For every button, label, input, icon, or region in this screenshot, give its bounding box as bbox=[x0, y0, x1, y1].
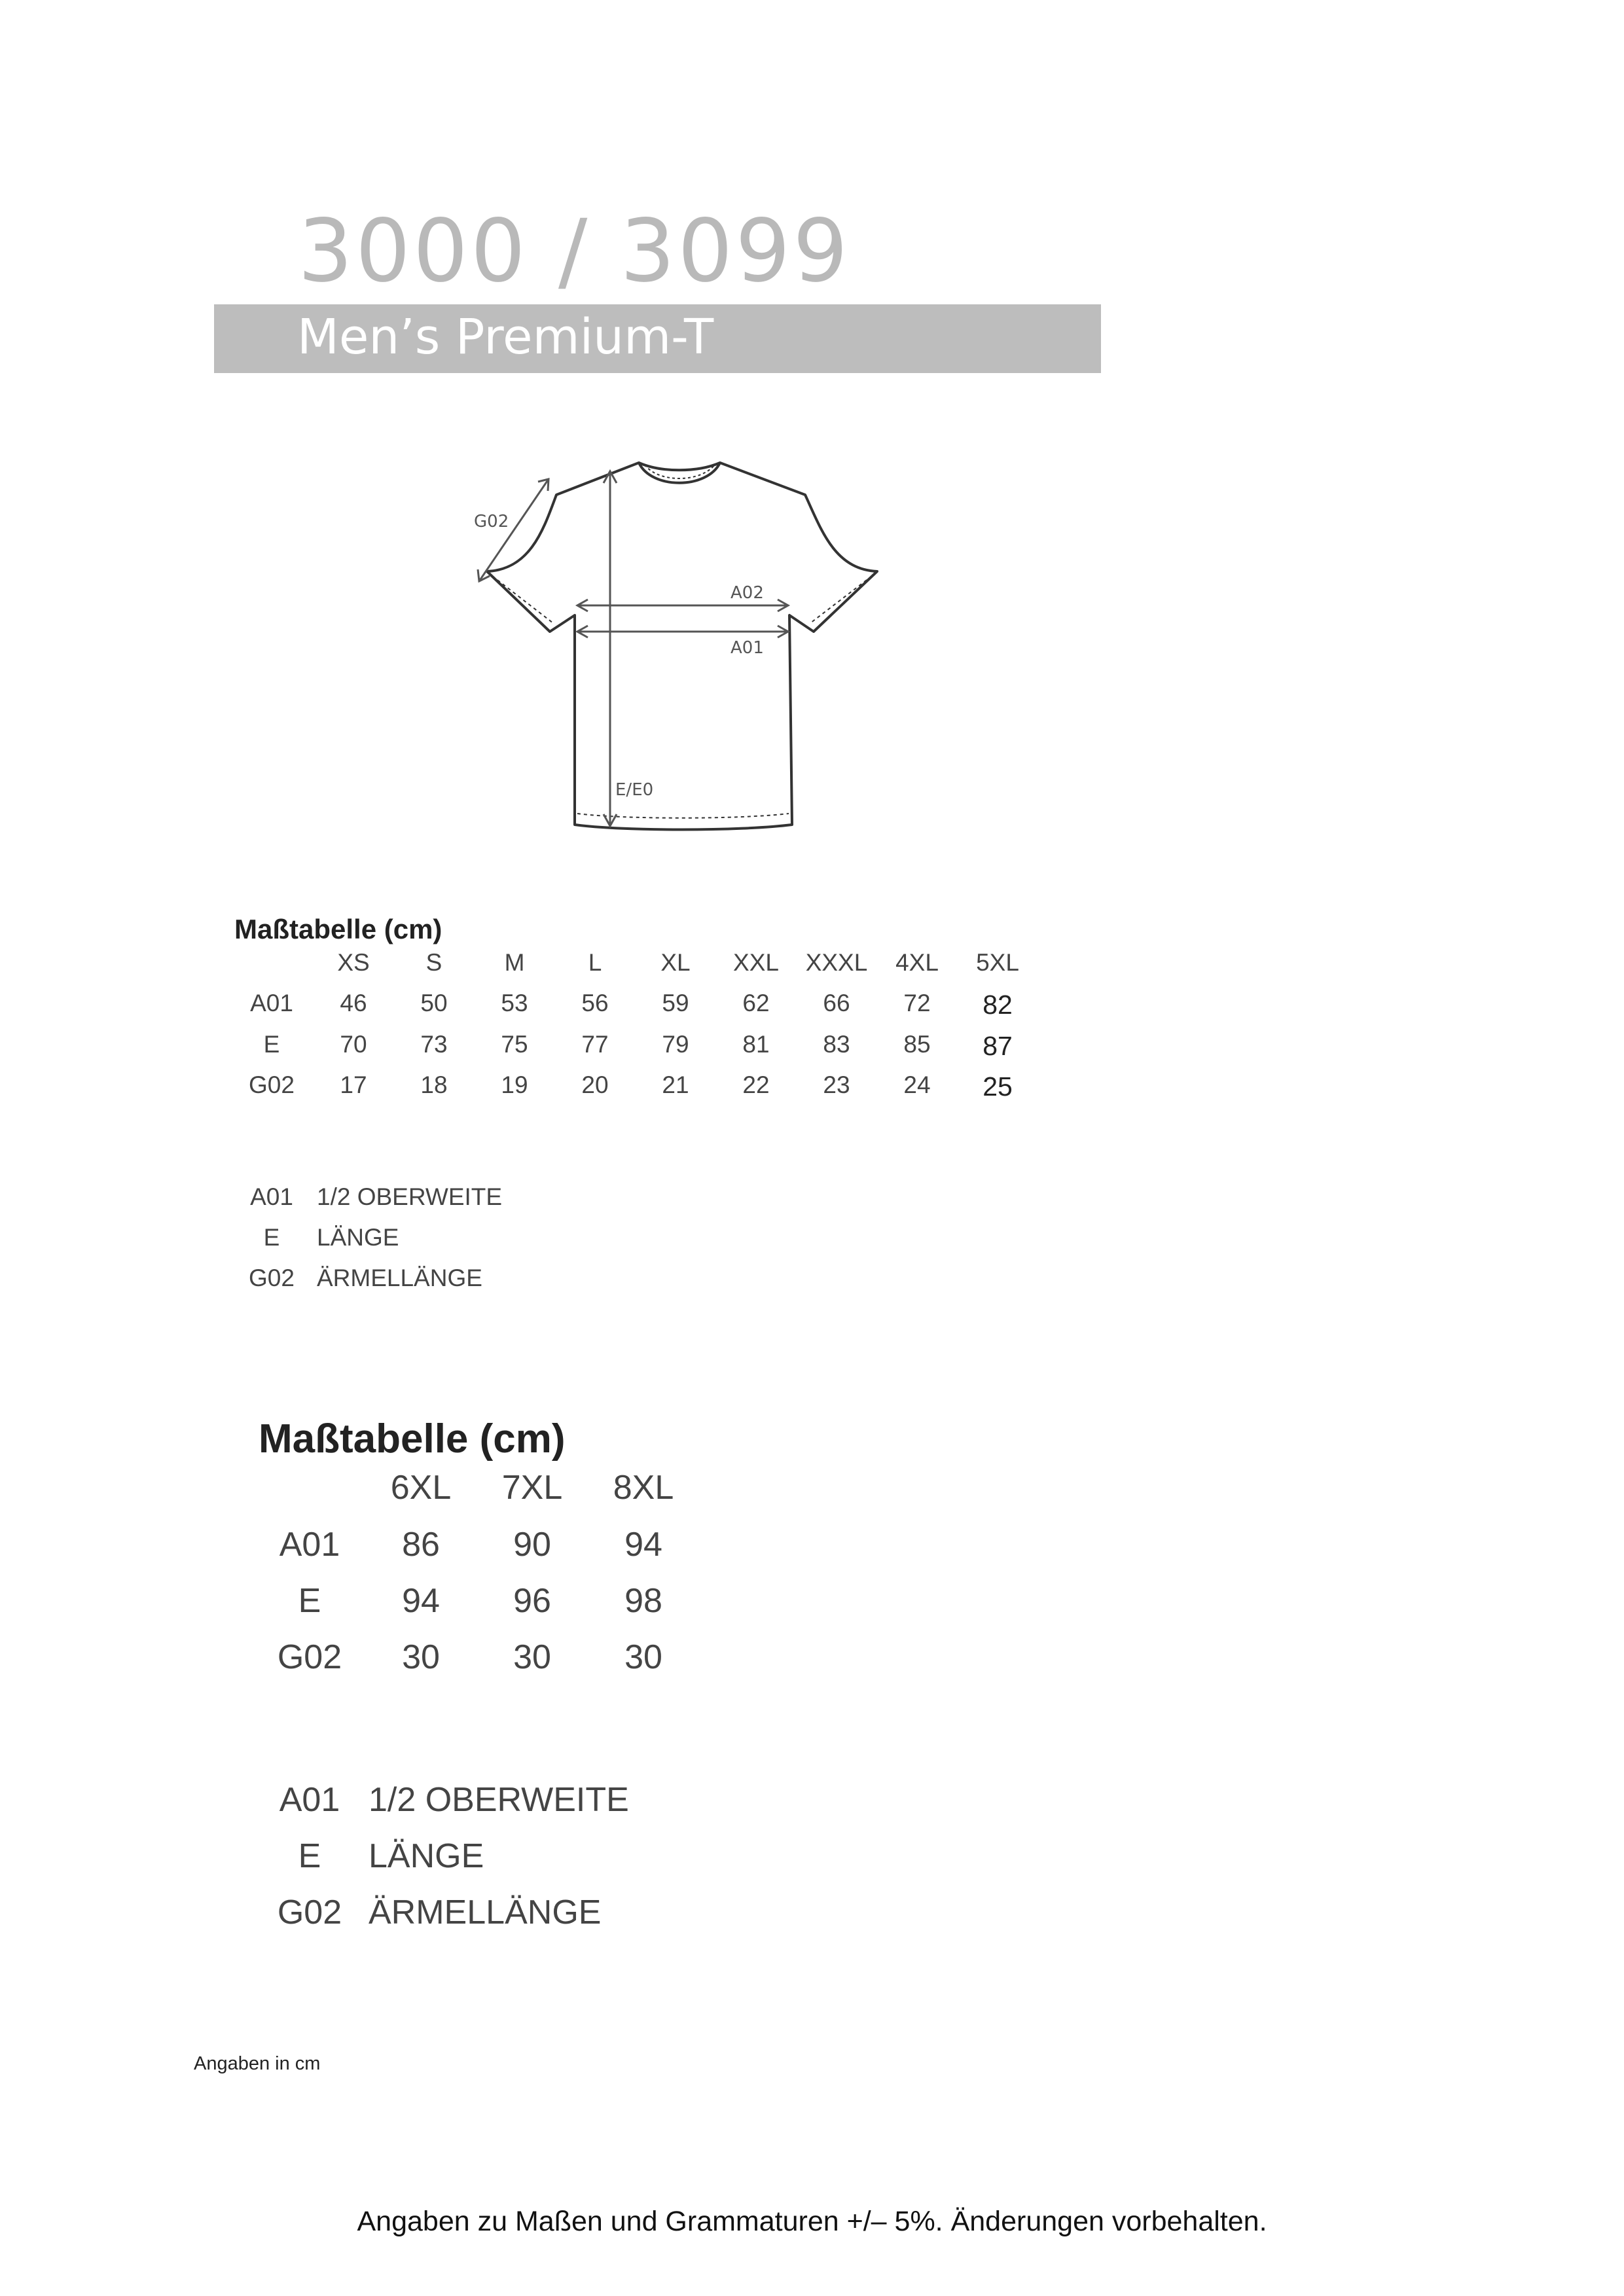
legend-text: LÄNGE bbox=[317, 1224, 399, 1251]
size-table-2-title: Maßtabelle (cm) bbox=[259, 1416, 566, 1462]
table-cell: 94 bbox=[624, 1526, 662, 1564]
row-label: E bbox=[263, 1031, 280, 1058]
disclaimer: Angaben zu Maßen und Grammaturen +/– 5%. Änderungen vorbehalten. bbox=[357, 2206, 1267, 2237]
size-table-1 bbox=[0, 0, 1624, 1113]
table-cell: 30 bbox=[402, 1638, 440, 1676]
size-header: XXL bbox=[733, 949, 779, 976]
size-header: 5XL bbox=[976, 949, 1019, 976]
table-cell: 24 bbox=[903, 1071, 931, 1098]
table-cell: 83 bbox=[823, 1031, 850, 1058]
label-length: E/E0 bbox=[615, 780, 654, 800]
product-name: Men’s Premium-T bbox=[297, 309, 714, 365]
legend-code: A01 bbox=[279, 1781, 340, 1819]
legend-code: G02 bbox=[249, 1265, 295, 1291]
row-label: G02 bbox=[249, 1071, 295, 1098]
legend-text: 1/2 OBERWEITE bbox=[317, 1183, 503, 1210]
table-cell: 87 bbox=[983, 1031, 1013, 1061]
legend-text: ÄRMELLÄNGE bbox=[369, 1893, 602, 1931]
table-cell: 56 bbox=[581, 990, 609, 1016]
table-cell: 81 bbox=[742, 1031, 770, 1058]
legend-code: A01 bbox=[250, 1183, 293, 1210]
legend-text: 1/2 OBERWEITE bbox=[369, 1781, 629, 1819]
legend-text: ÄRMELLÄNGE bbox=[317, 1265, 482, 1291]
table-cell: 66 bbox=[823, 990, 850, 1016]
table-cell: 90 bbox=[513, 1526, 551, 1564]
size-table-1-title: Maßtabelle (cm) bbox=[234, 914, 442, 944]
table-cell: 20 bbox=[581, 1071, 609, 1098]
legend-text: LÄNGE bbox=[369, 1837, 484, 1875]
table-cell: 82 bbox=[983, 990, 1013, 1020]
table-cell: 75 bbox=[501, 1031, 528, 1058]
table-cell: 79 bbox=[662, 1031, 689, 1058]
table-cell: 96 bbox=[513, 1582, 551, 1620]
table-cell: 73 bbox=[420, 1031, 448, 1058]
table-cell: 77 bbox=[581, 1031, 609, 1058]
row-label: G02 bbox=[277, 1638, 342, 1676]
size-header: S bbox=[425, 949, 442, 976]
size-header: 4XL bbox=[895, 949, 939, 976]
product-number: 3000 / 3099 bbox=[298, 201, 851, 302]
size-header: XL bbox=[660, 949, 691, 976]
table-cell: 46 bbox=[340, 990, 367, 1016]
table-cell: 72 bbox=[903, 990, 931, 1016]
legend-code: E bbox=[263, 1224, 280, 1251]
table-cell: 86 bbox=[402, 1526, 440, 1564]
table-cell: 19 bbox=[501, 1071, 528, 1098]
label-g02: G02 bbox=[474, 512, 509, 531]
size-header: L bbox=[588, 949, 602, 976]
size-header: XXXL bbox=[805, 949, 868, 976]
table-cell: 30 bbox=[624, 1638, 662, 1676]
table-cell: 50 bbox=[420, 990, 448, 1016]
table-cell: 17 bbox=[340, 1071, 367, 1098]
table-cell: 30 bbox=[513, 1638, 551, 1676]
table-cell: 23 bbox=[823, 1071, 850, 1098]
row-label: A01 bbox=[250, 990, 293, 1016]
table-cell: 53 bbox=[501, 990, 528, 1016]
label-a02: A02 bbox=[731, 583, 764, 603]
legend-code: E bbox=[298, 1837, 321, 1875]
size-header: 6XL bbox=[390, 1469, 452, 1507]
table-cell: 62 bbox=[742, 990, 770, 1016]
unit-note: Angaben in cm bbox=[194, 2053, 321, 2074]
table-cell: 59 bbox=[662, 990, 689, 1016]
row-label: E bbox=[298, 1582, 321, 1620]
table-cell: 21 bbox=[662, 1071, 689, 1098]
size-header: 8XL bbox=[613, 1469, 674, 1507]
size-header: 7XL bbox=[501, 1469, 563, 1507]
size-header: XS bbox=[337, 949, 370, 976]
table-cell: 18 bbox=[420, 1071, 448, 1098]
row-label: A01 bbox=[279, 1526, 340, 1564]
table-cell: 98 bbox=[624, 1582, 662, 1620]
table-cell: 22 bbox=[742, 1071, 770, 1098]
label-a01: A01 bbox=[731, 638, 764, 658]
size-header: M bbox=[504, 949, 525, 976]
table-cell: 85 bbox=[903, 1031, 931, 1058]
table-cell: 94 bbox=[402, 1582, 440, 1620]
table-cell: 25 bbox=[983, 1071, 1013, 1102]
table-cell: 70 bbox=[340, 1031, 367, 1058]
legend-code: G02 bbox=[277, 1893, 342, 1931]
